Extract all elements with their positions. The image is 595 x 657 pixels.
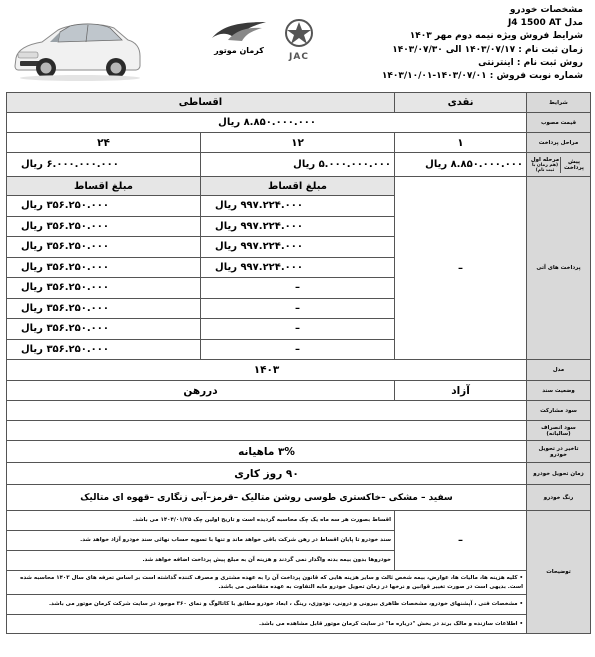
label-stages: مراحل پرداخت xyxy=(527,133,591,153)
partnership-value xyxy=(7,401,527,421)
inst-12-6: – xyxy=(201,298,395,319)
spec-reg-time: زمان ثبت نام : ۱۴۰۳/۰۷/۱۷ الی ۱۴۰۳/۰۷/۳۰ xyxy=(392,44,583,55)
jac-star-icon xyxy=(276,18,322,48)
row-partnership xyxy=(7,401,591,421)
label-color: رنگ خودرو xyxy=(527,485,591,511)
installments-cash: – xyxy=(395,177,527,360)
delay-value: ۳% ماهیانه xyxy=(7,441,527,463)
label-prepayment-text: پیش پرداخت xyxy=(564,158,584,171)
jac-logo xyxy=(276,18,322,60)
prepayment-cash: ۸.۸۵۰.۰۰۰.۰۰۰ ریال xyxy=(395,153,527,177)
inst-24-2: ۳۵۶.۲۵۰.۰۰۰ ریال xyxy=(7,216,201,237)
label-notes: توضیحات xyxy=(527,511,591,634)
inst-24-6: ۳۵۶.۲۵۰.۰۰۰ ریال xyxy=(7,298,201,319)
row-price xyxy=(7,113,591,133)
header xyxy=(0,0,595,92)
color-value: سفید – مشکی –خاکستری طوسی روشن متالیک –قرمز–آبی زنگاری –قهوه ای متالیک xyxy=(7,485,527,511)
label-delay: تاخیر در تحویل خودرو xyxy=(527,441,591,463)
inst-12-1: ۹۹۷.۲۲۴.۰۰۰ ریال xyxy=(201,196,395,217)
row-cancellation xyxy=(7,421,591,441)
inst-header-12: مبلغ اقساط xyxy=(201,177,395,196)
spec-title: مشخصات خودرو xyxy=(509,5,583,15)
notes-cash-dash: – xyxy=(395,511,527,571)
prepayment-24: ۶.۰۰۰.۰۰۰.۰۰۰ ریال xyxy=(7,153,201,177)
label-conditions: شرایط xyxy=(527,93,591,113)
document-cash: آزاد xyxy=(395,381,527,401)
spec-conditions: شرایط فروش ویژه نیمه دوم مهر ۱۴۰۳ xyxy=(409,31,583,42)
price-value: ۸.۸۵۰.۰۰۰.۰۰۰ ریال xyxy=(7,113,527,133)
label-installments: پرداخت های آتی xyxy=(527,177,591,360)
row-notes-1 xyxy=(7,511,591,531)
inst-12-2: ۹۹۷.۲۲۴.۰۰۰ ریال xyxy=(201,216,395,237)
cancellation-value xyxy=(7,421,527,441)
inst-12-4: ۹۹۷.۲۲۴.۰۰۰ ریال xyxy=(201,257,395,278)
inst-header-24: مبلغ اقساط xyxy=(7,177,201,196)
row-inst-header xyxy=(7,177,591,196)
inst-12-8: – xyxy=(201,339,395,360)
car-image xyxy=(10,8,142,84)
inst-24-8: ۳۵۶.۲۵۰.۰۰۰ ریال xyxy=(7,339,201,360)
kerman-logo-text: کرمان موتور xyxy=(214,46,264,55)
stage-24: ۲۴ xyxy=(7,133,201,153)
row-color xyxy=(7,485,591,511)
row-notes-5 xyxy=(7,595,591,615)
row-delay xyxy=(7,441,591,463)
inst-24-7: ۳۵۶.۲۵۰.۰۰۰ ریال xyxy=(7,319,201,340)
inst-24-4: ۳۵۶.۲۵۰.۰۰۰ ریال xyxy=(7,257,201,278)
prepayment-12: ۵.۰۰۰.۰۰۰.۰۰۰ ریال xyxy=(201,153,395,177)
row-prepayment xyxy=(7,153,591,177)
inst-24-1: ۳۵۶.۲۵۰.۰۰۰ ریال xyxy=(7,196,201,217)
cash-header: نقدی xyxy=(395,93,527,113)
stage-12: ۱۲ xyxy=(201,133,395,153)
kerman-motor-logo xyxy=(208,18,270,58)
note-installment-1: اقساط بصورت هر سه ماه یک چک محاسبه گردیده است و تاریخ اولین چک ۱۴۰۴/۰۱/۲۵ می باشد. xyxy=(7,511,395,531)
price-table xyxy=(6,92,591,634)
row-notes-4 xyxy=(7,571,591,595)
row-conditions xyxy=(7,93,591,113)
row-notes-6 xyxy=(7,615,591,634)
spec-model: مدل J4 1500 AT xyxy=(507,18,583,29)
stage-cash: ۱ xyxy=(395,133,527,153)
label-model: مدل xyxy=(527,360,591,381)
label-cancellation: سود انصراف (سالیانه) xyxy=(527,421,591,441)
inst-12-3: ۹۹۷.۲۲۴.۰۰۰ ریال xyxy=(201,237,395,258)
document-installment: دررهن xyxy=(7,381,395,401)
spec-reg-method: روش ثبت نام : اینترنتی xyxy=(478,57,583,68)
note-general-3: • اطلاعات سازنده و مالک برند در بخش "درباره ما" در سایت کرمان موتور قابل مشاهده می باشد. xyxy=(7,615,527,634)
spec-turn-number: شماره نوبت فروش : ۱۴۰۳/۰۷/۰۱-۱۴۰۳/۱۰/۰۱ xyxy=(381,71,583,82)
note-general-1: • کلیه هزینه ها، مالیات ها، عوارض، بیمه شخص ثالث و سایر هزینه هایی که قانون پرداخت آن را به عهده مشتری و مصرف کننده گذاشته است بر اساس تعرفه های سال ۱۴۰۳ محاسبه شده است. بدیهی است در صورت تغییر قوانین و نرخها در زمان تحویل خودرو مابه التفاوت به عهده متقاضی می باشد. xyxy=(7,571,527,595)
installment-header: اقساطی xyxy=(7,93,395,113)
kerman-wing-icon xyxy=(208,18,270,44)
inst-12-7: – xyxy=(201,319,395,340)
label-document: وضعیت سند xyxy=(527,381,591,401)
label-prepayment xyxy=(527,153,591,177)
label-partnership: سود مشارکت xyxy=(527,401,591,421)
note-installment-3: خودروها بدون بیمه بدنه واگذار نمی گردند و هزینه آن به مبلغ پیش پرداخت اضافه خواهد شد. xyxy=(7,551,395,571)
label-first-stage: مرحله اول xyxy=(530,156,560,163)
model-year: ۱۴۰۳ xyxy=(7,360,527,381)
inst-24-3: ۳۵۶.۲۵۰.۰۰۰ ریال xyxy=(7,237,201,258)
note-installment-2: سند خودرو تا پایان اقساط در رهن شرکت باقی خواهد ماند و تنها با تسویه حساب نهائی سند خودرو آزاد خواهد شد. xyxy=(7,531,395,551)
delivery-value: ۹۰ روز کاری xyxy=(7,463,527,485)
row-model xyxy=(7,360,591,381)
row-stages xyxy=(7,133,591,153)
row-document xyxy=(7,381,591,401)
inst-12-5: – xyxy=(201,278,395,299)
inst-24-5: ۳۵۶.۲۵۰.۰۰۰ ریال xyxy=(7,278,201,299)
row-delivery xyxy=(7,463,591,485)
label-first-stage-note: (هم زمان با ثبت نام) xyxy=(531,162,559,173)
spec-block xyxy=(382,4,583,83)
label-delivery: زمان تحویل خودرو xyxy=(527,463,591,485)
label-price: قیمت مصوب xyxy=(527,113,591,133)
jac-logo-text: JAC xyxy=(289,52,309,62)
note-general-2: • مشخصات فنی ، آپشنهای خودرو، مشخصات ظاهری بیرونی و درونی، نودوزی، رینگ ، ابعاد خودرو مطابق با کاتالوگ و نمای ۳۶۰ موجود در سایت شرکت کرمان موتور می باشد. xyxy=(7,595,527,615)
